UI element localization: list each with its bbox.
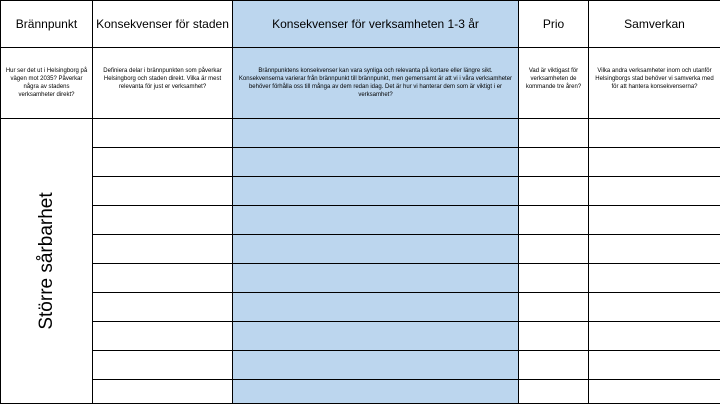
input-cell-samverkan[interactable] [589, 177, 720, 206]
input-cell-verksamheten[interactable] [233, 119, 519, 148]
header-konsekvenser-staden: Konsekvenser för staden [93, 1, 233, 48]
input-cell-prio[interactable] [519, 206, 589, 235]
table-row [1, 119, 720, 148]
input-cell-staden[interactable] [93, 177, 233, 206]
description-branpunkt: Hur ser det ut i Helsingborg på vägen mot 2035? Påverkar några av stadens verksamheter direkt? [1, 48, 93, 119]
input-cell-samverkan[interactable] [589, 119, 720, 148]
input-cell-staden[interactable] [93, 119, 233, 148]
description-konsekvenser-verksamheten: Brännpunktens konsekvenser kan vara synliga och relevanta på kortare eller längre sikt. Konsekvenserna varierar från brännpunkt till brännpunkt, men gemensamt är att vi i våra verksamheter behöver förhålla oss till många av dem redan idag. Det är hur vi hanterar dem som är viktigt i er verksamhet? [233, 48, 519, 119]
description-konsekvenser-staden: Definiera delar i brännpunkten som påverkar Helsingborg och staden direkt. Vilka är mest relevanta för just er verksamhet? [93, 48, 233, 119]
input-cell-staden[interactable] [93, 322, 233, 351]
input-cell-samverkan[interactable] [589, 351, 720, 380]
input-cell-prio[interactable] [519, 380, 589, 404]
input-cell-prio[interactable] [519, 351, 589, 380]
input-cell-samverkan[interactable] [589, 380, 720, 404]
input-cell-staden[interactable] [93, 264, 233, 293]
input-cell-samverkan[interactable] [589, 148, 720, 177]
input-cell-prio[interactable] [519, 322, 589, 351]
table-row [1, 351, 720, 380]
input-cell-samverkan[interactable] [589, 264, 720, 293]
input-cell-samverkan[interactable] [589, 293, 720, 322]
table-row [1, 148, 720, 177]
input-cell-verksamheten[interactable] [233, 380, 519, 404]
table-row [1, 293, 720, 322]
input-cell-verksamheten[interactable] [233, 264, 519, 293]
input-cell-samverkan[interactable] [589, 235, 720, 264]
input-cell-verksamheten[interactable] [233, 148, 519, 177]
input-cell-prio[interactable] [519, 148, 589, 177]
input-cell-verksamheten[interactable] [233, 177, 519, 206]
input-cell-staden[interactable] [93, 380, 233, 404]
input-cell-verksamheten[interactable] [233, 351, 519, 380]
description-row [1, 48, 720, 119]
header-branpunkt: Brännpunkt [1, 1, 93, 48]
input-cell-samverkan[interactable] [589, 322, 720, 351]
table-row [1, 235, 720, 264]
input-cell-prio[interactable] [519, 177, 589, 206]
input-cell-verksamheten[interactable] [233, 235, 519, 264]
input-cell-prio[interactable] [519, 119, 589, 148]
input-cell-staden[interactable] [93, 235, 233, 264]
input-cell-verksamheten[interactable] [233, 322, 519, 351]
header-row [1, 1, 720, 48]
description-prio: Vad är viktigast för verksamheten de kommande tre åren? [519, 48, 589, 119]
header-samverkan: Samverkan [589, 1, 720, 48]
input-cell-prio[interactable] [519, 264, 589, 293]
input-cell-staden[interactable] [93, 351, 233, 380]
side-label: Större sårbarhet [35, 192, 57, 330]
table-row [1, 322, 720, 351]
input-cell-staden[interactable] [93, 148, 233, 177]
side-label-cell [1, 119, 93, 404]
input-cell-staden[interactable] [93, 293, 233, 322]
table-row [1, 264, 720, 293]
header-konsekvenser-verksamheten: Konsekvenser för verksamheten 1-3 år [233, 1, 519, 48]
input-cell-samverkan[interactable] [589, 206, 720, 235]
input-cell-verksamheten[interactable] [233, 206, 519, 235]
input-cell-staden[interactable] [93, 206, 233, 235]
input-cell-prio[interactable] [519, 293, 589, 322]
table-row [1, 380, 720, 404]
input-cell-verksamheten[interactable] [233, 293, 519, 322]
input-cell-prio[interactable] [519, 235, 589, 264]
table-row [1, 177, 720, 206]
header-prio: Prio [519, 1, 589, 48]
description-samverkan: Vilka andra verksamheter inom och utanför Helsingborgs stad behöver vi samverka med för att hantera konsekvenserna? [589, 48, 720, 119]
table-row [1, 206, 720, 235]
